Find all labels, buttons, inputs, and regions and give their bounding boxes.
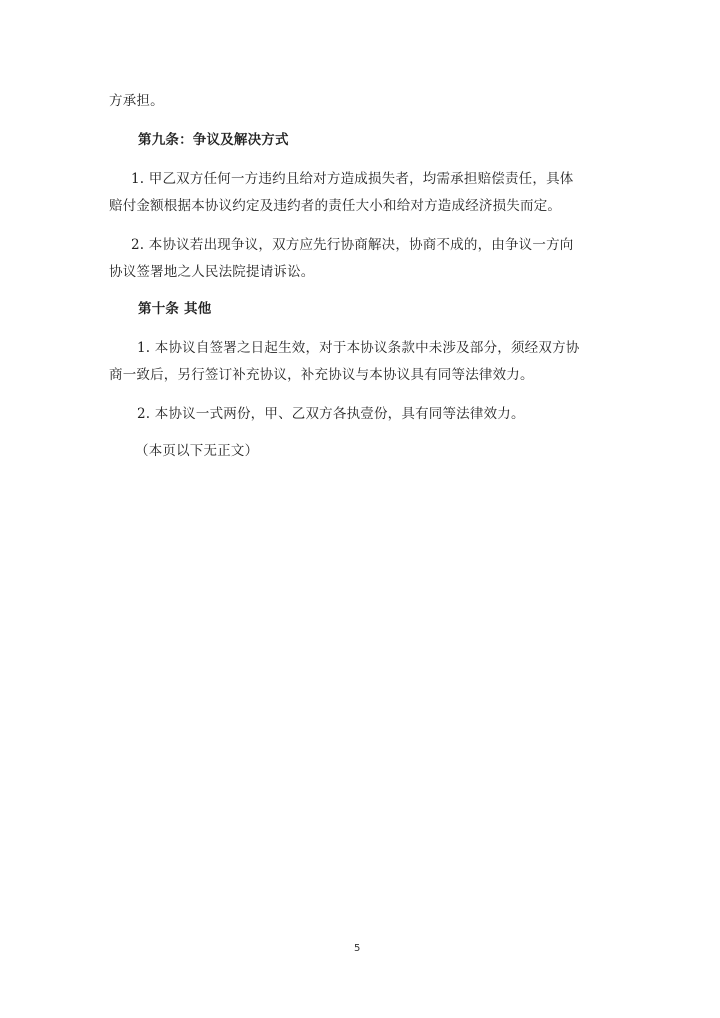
article-10-item-2-line-1: 2. 本协议一式两份，甲、乙双方各执壹份，具有同等法律效力。 (137, 406, 525, 422)
article-9-title: 第九条：争议及解决方式 (138, 132, 289, 148)
continuation-text: 方承担。 (109, 93, 164, 109)
page-number: 5 (354, 943, 361, 954)
article-9-item-2-line-2: 协议签署地之人民法院提请诉讼。 (109, 264, 315, 280)
article-10-item-1-line-1: 1. 本协议自签署之日起生效，对于本协议条款中未涉及部分，须经双方协 (137, 340, 580, 356)
article-10-title: 第十条 其他 (138, 301, 212, 317)
article-9-item-2-line-1: 2. 本协议若出现争议，双方应先行协商解决，协商不成的，由争议一方向 (131, 237, 574, 253)
end-of-text-note: （本页以下无正文） (135, 443, 259, 459)
article-9-item-1-line-2: 赔付金额根据本协议约定及违约者的责任大小和给对方造成经济损失而定。 (109, 198, 562, 214)
article-9-item-1-line-1: 1. 甲乙双方任何一方违约且给对方造成损失者，均需承担赔偿责任，具体 (131, 171, 574, 187)
article-10-item-1-line-2: 商一致后，另行签订补充协议，补充协议与本协议具有同等法律效力。 (109, 367, 534, 383)
